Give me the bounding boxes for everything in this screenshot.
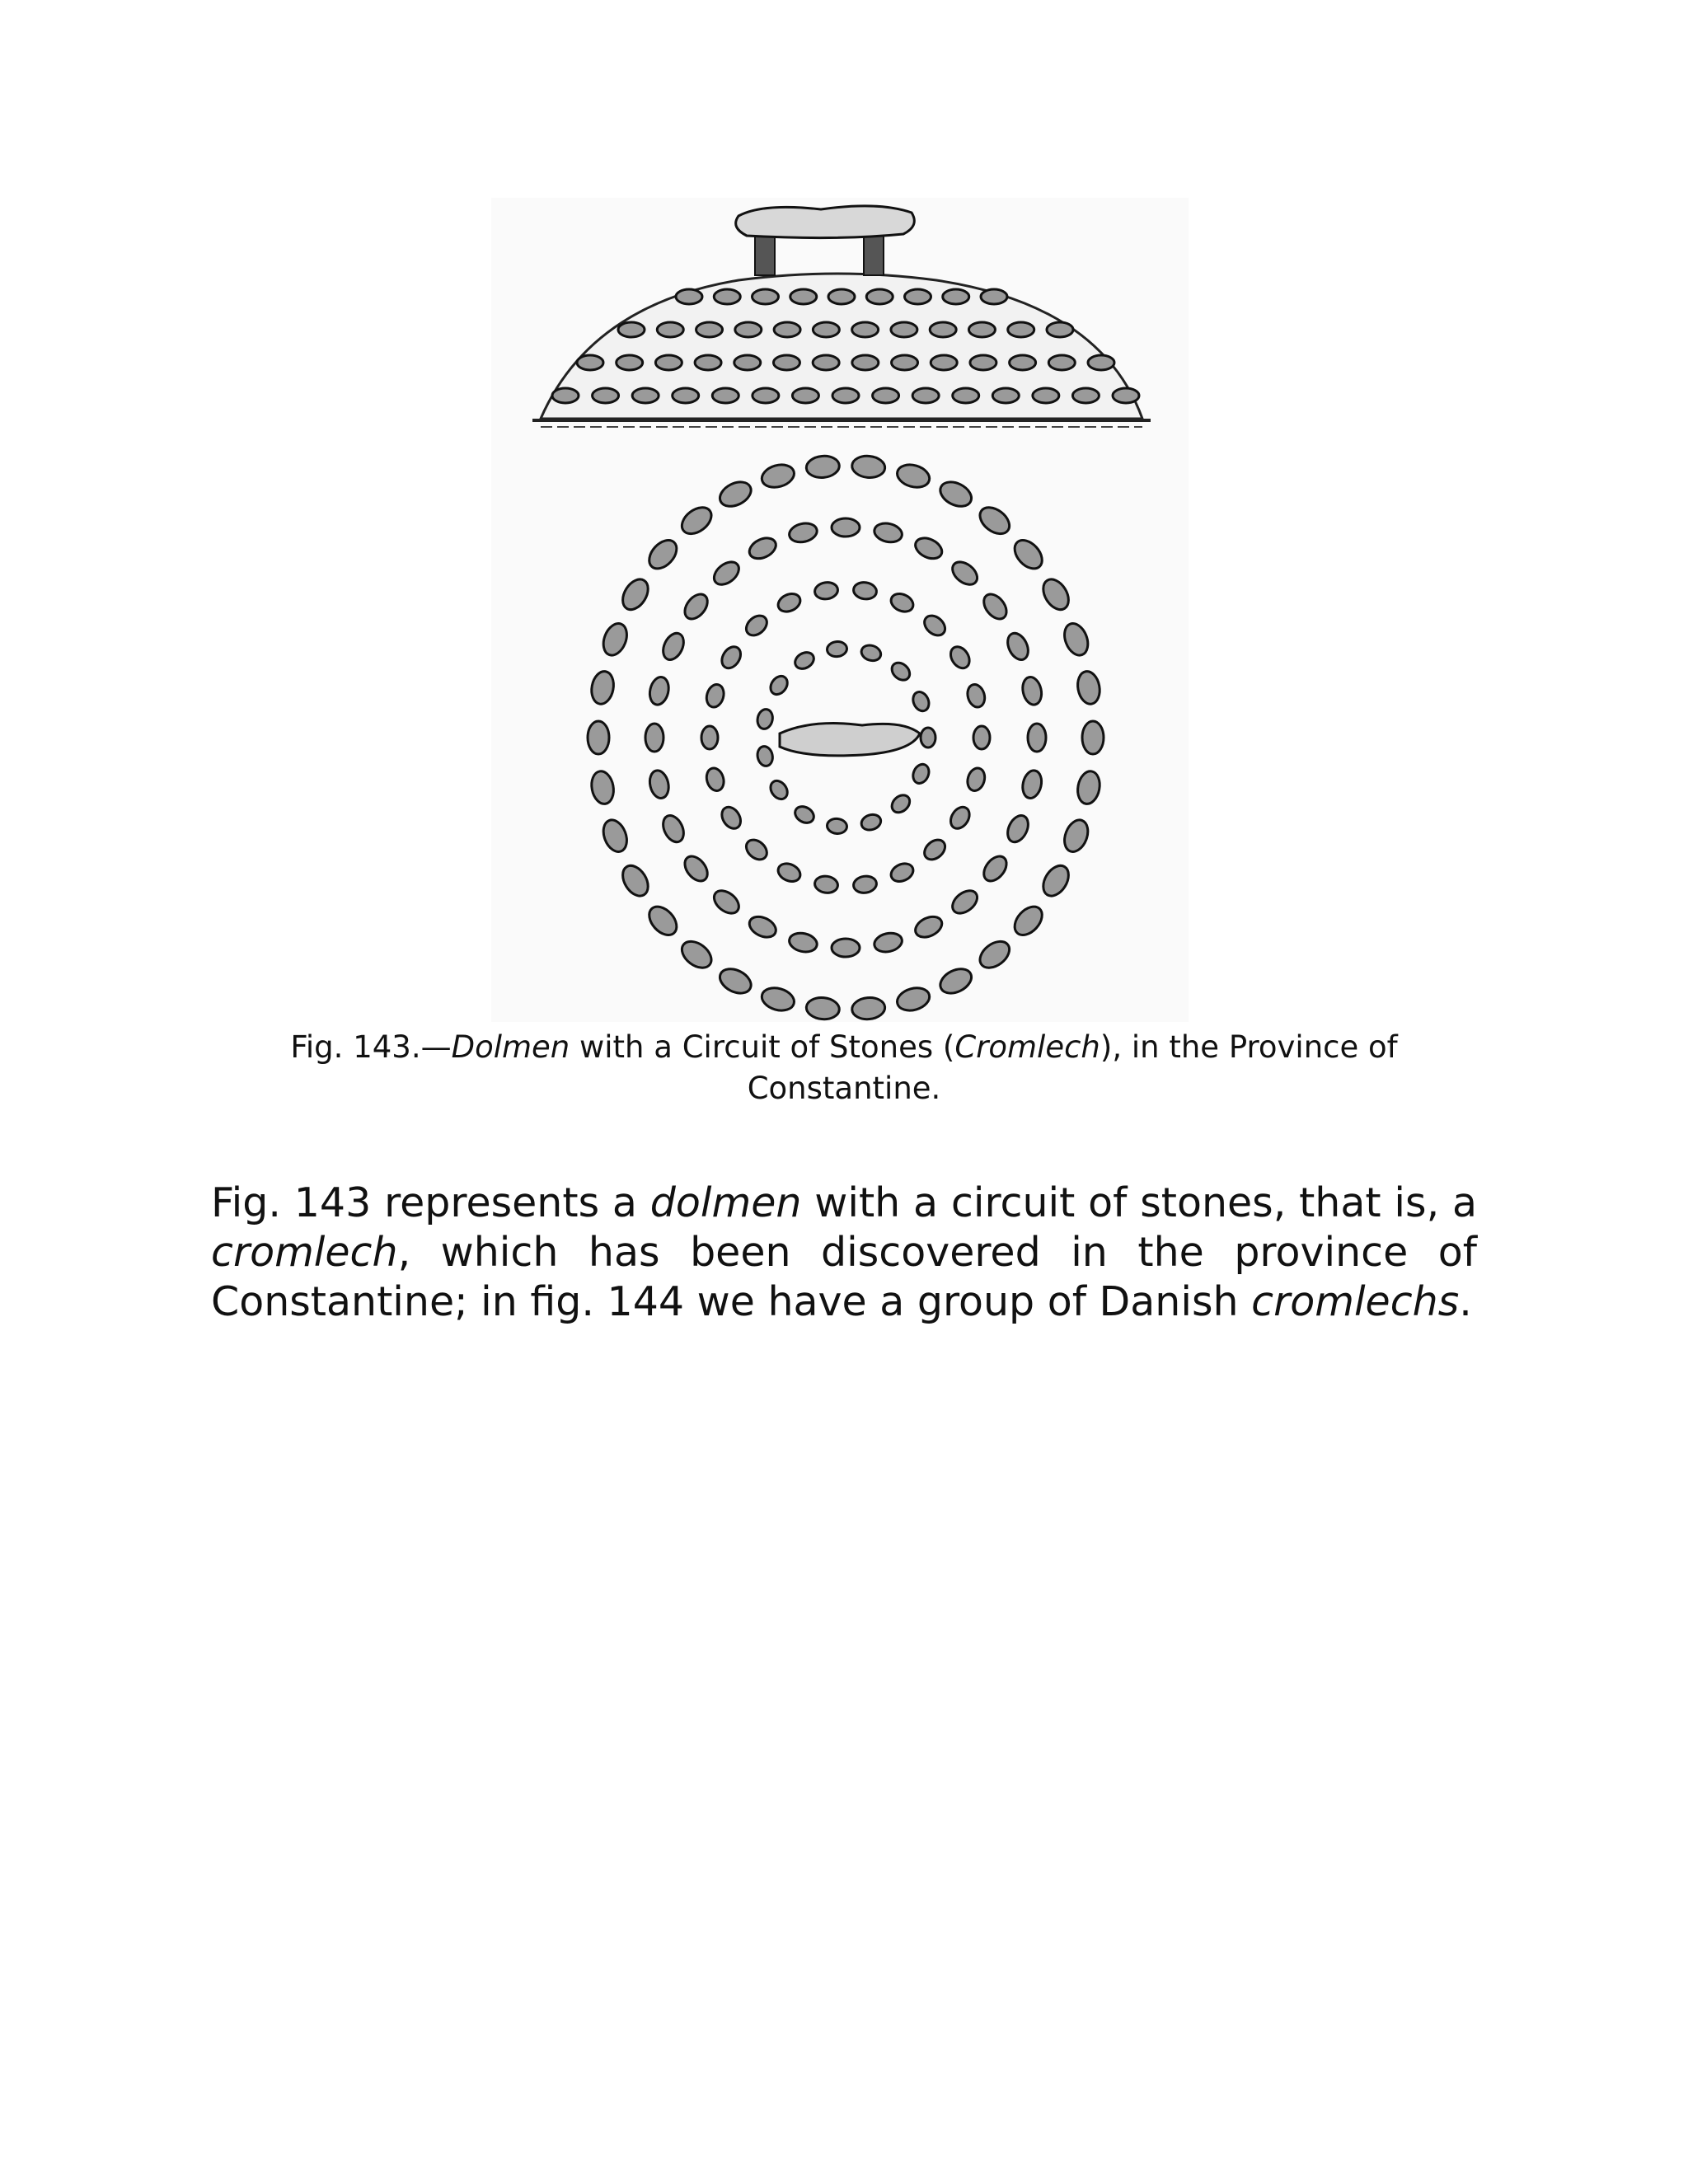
para-em-cromlech: cromlech	[211, 1229, 398, 1276]
mound-stone	[773, 355, 799, 370]
mound-stone	[655, 355, 682, 370]
mound-stone	[676, 289, 702, 304]
dolmen-cromlech-illustration	[491, 198, 1189, 1022]
mound-stone	[790, 289, 817, 304]
mound-stone	[931, 355, 957, 370]
mound-stone	[1088, 355, 1114, 370]
mound-stone	[577, 355, 603, 370]
mound-stone	[828, 289, 855, 304]
mound-stone	[1010, 355, 1036, 370]
caption-term-dolmen: Dolmen	[451, 1029, 570, 1065]
para-text-4: .	[1459, 1278, 1472, 1325]
mound-stone	[813, 355, 839, 370]
mound-stone	[992, 388, 1019, 403]
mound-stone	[696, 322, 723, 337]
cromlech-stone	[827, 640, 848, 657]
caption-term-cromlech: Cromlech	[954, 1029, 1100, 1065]
mound-stone	[1113, 388, 1139, 403]
mound-stone	[852, 355, 879, 370]
cromlech-stone	[1028, 724, 1046, 752]
mound-stone	[981, 289, 1007, 304]
mound-stone	[695, 355, 721, 370]
para-text-3: , which has been discovered in the province of Constantine; in fig. 144 we have a group of Danish	[211, 1229, 1477, 1325]
mound-stone	[552, 388, 579, 403]
cromlech-stone	[973, 726, 990, 749]
mound-stone	[1033, 388, 1059, 403]
dolmen-upright-left	[755, 234, 775, 275]
mound-stone	[970, 355, 996, 370]
mound-stone	[912, 388, 939, 403]
mound-stone	[618, 322, 645, 337]
mound-stone	[593, 388, 619, 403]
cromlech-stone	[827, 818, 848, 834]
caption-prefix: Fig. 143.—	[290, 1029, 452, 1065]
cromlech-stone	[588, 721, 609, 754]
mound-stone	[774, 322, 800, 337]
mound-stone	[943, 289, 969, 304]
para-text-1: Fig. 143 represents a	[211, 1179, 650, 1226]
mound-stone	[930, 322, 956, 337]
mound-stone	[892, 355, 918, 370]
para-em-cromlechs: cromlechs	[1251, 1278, 1460, 1325]
mound-stone	[753, 388, 779, 403]
mound-stone	[866, 289, 893, 304]
mound-stone	[1008, 322, 1034, 337]
mound-stone	[632, 388, 659, 403]
cromlech-stone	[921, 728, 935, 748]
mound-stone	[968, 322, 995, 337]
mound-stone	[953, 388, 979, 403]
cromlech-stone	[645, 724, 663, 752]
mound-stone	[734, 355, 761, 370]
cromlech-stone	[1082, 721, 1104, 754]
mound-stone	[712, 388, 738, 403]
figure-caption	[247, 1027, 1441, 1109]
mound-stone	[673, 388, 699, 403]
mound-stone	[813, 322, 839, 337]
dolmen-figure	[491, 198, 1189, 1022]
mound-stone	[657, 322, 683, 337]
mound-stone	[1048, 355, 1075, 370]
dolmen-upright-right	[864, 234, 884, 275]
mound-stone	[735, 322, 762, 337]
mound-stone	[852, 322, 879, 337]
cromlech-stone	[701, 726, 718, 749]
mound-stone	[1047, 322, 1073, 337]
cromlech-stone	[832, 939, 860, 957]
mound-stone	[792, 388, 818, 403]
cromlech-stone	[832, 518, 860, 537]
para-em-dolmen: dolmen	[649, 1179, 802, 1226]
mound-stone	[832, 388, 859, 403]
mound-stone	[891, 322, 917, 337]
para-text-2: with a circuit of stones, that is, a	[801, 1179, 1478, 1226]
mound-stone	[905, 289, 931, 304]
mound-stone	[1072, 388, 1099, 403]
mound-stone	[873, 388, 899, 403]
caption-mid: with a Circuit of Stones (	[570, 1029, 955, 1065]
mound-stone	[714, 289, 740, 304]
caption-end: ), in the Province of Constantine.	[747, 1029, 1398, 1106]
mound-stone	[753, 289, 779, 304]
body-paragraph	[211, 1179, 1477, 1327]
mound-stone	[617, 355, 643, 370]
dolmen-capstone	[736, 206, 915, 238]
